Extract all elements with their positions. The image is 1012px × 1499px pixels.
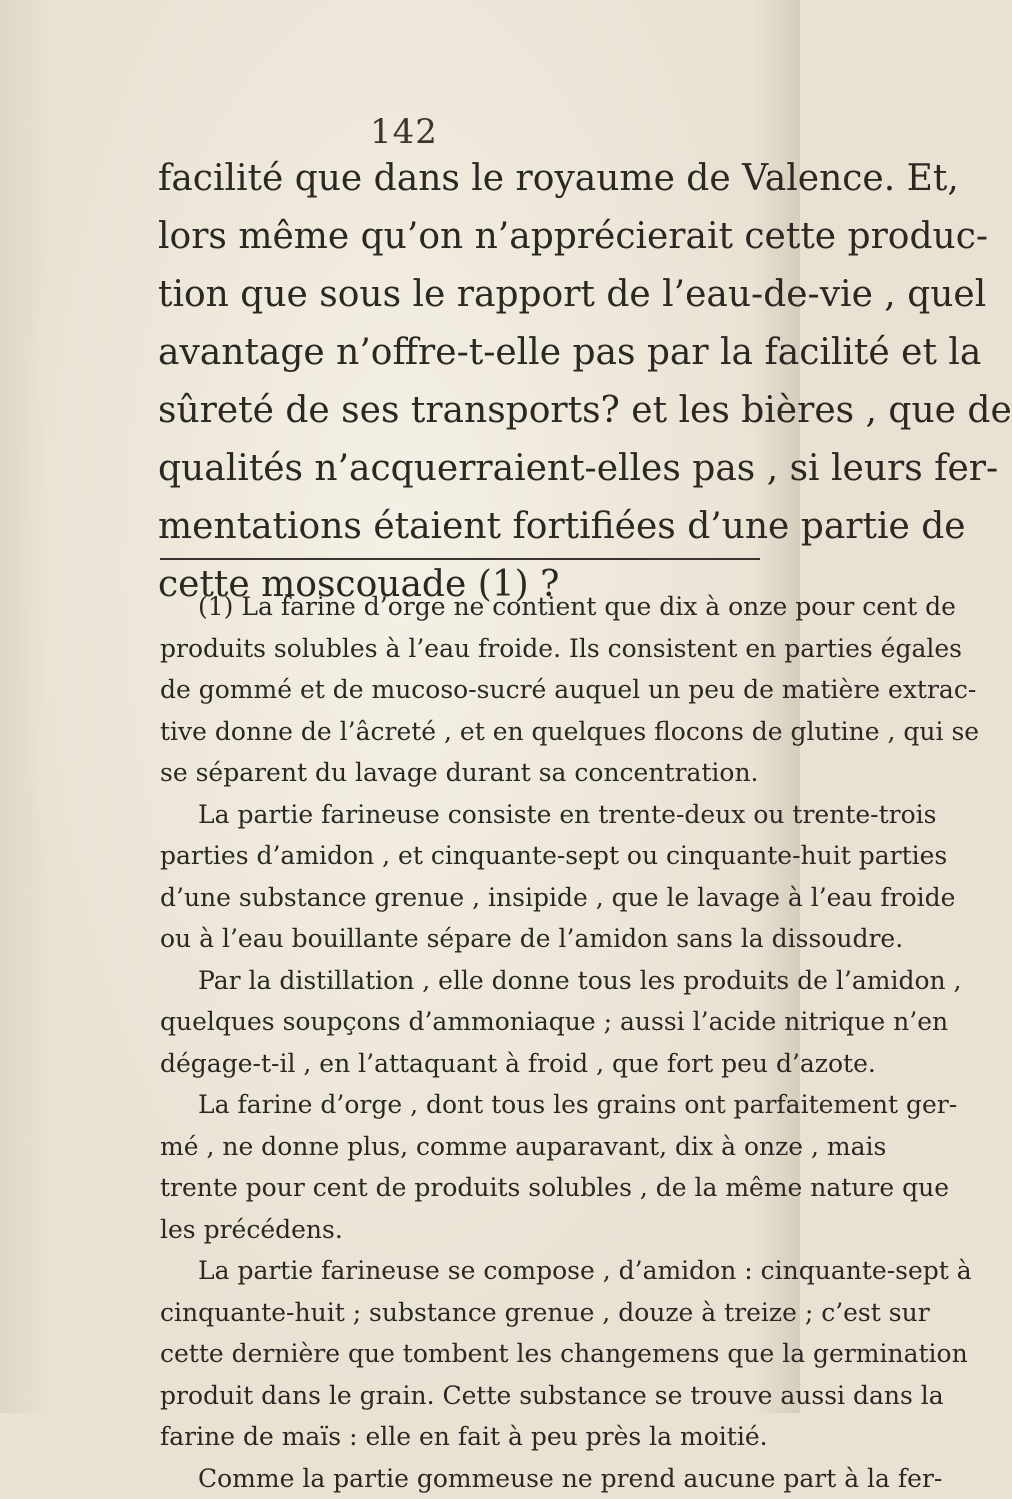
footnote-line: La partie farineuse se compose , d’amidon : cinquante-sept à	[160, 1250, 760, 1292]
footnote-line: ou à l’eau bouillante sépare de l’amidon sans la dissoudre.	[160, 918, 760, 960]
footnote-line: cette dernière que tombent les changemens que la germination	[160, 1333, 760, 1375]
footnote-line: quelques soupçons d’ammoniaque ; aussi l’acide nitrique n’en	[160, 1001, 760, 1043]
footnote-line: (1) La farine d’orge ne contient que dix à onze pour cent de	[160, 586, 760, 628]
footnote-line: mé , ne donne plus, comme auparavant, dix à onze , mais	[160, 1126, 760, 1168]
footnote-line: produits solubles à l’eau froide. Ils consistent en parties égales	[160, 628, 760, 670]
footnote-divider	[160, 558, 760, 560]
footnote-line: se séparent du lavage durant sa concentration.	[160, 752, 760, 794]
footnote-line: cinquante-huit ; substance grenue , douze à treize ; c’est sur	[160, 1292, 760, 1334]
main-line: lors même qu’on n’apprécierait cette produc-	[158, 208, 758, 266]
footnote-line: d’une substance grenue , insipide , que le lavage à l’eau froide	[160, 877, 760, 919]
footnote-line: dégage-t-il , en l’attaquant à froid , que fort peu d’azote.	[160, 1043, 760, 1085]
main-line: qualités n’acquerraient-elles pas , si leurs fer-	[158, 440, 758, 498]
main-line: sûreté de ses transports? et les bières , que de	[158, 382, 758, 440]
footnote-line: parties d’amidon , et cinquante-sept ou cinquante-huit parties	[160, 835, 760, 877]
footnote-line: La partie farineuse consiste en trente-deux ou trente-trois	[160, 794, 760, 836]
footnote	[160, 586, 760, 1499]
main-line: tion que sous le rapport de l’eau-de-vie , quel	[158, 266, 758, 324]
main-line: avantage n’offre-t-elle pas par la facilité et la	[158, 324, 758, 382]
footnote-line: La farine d’orge , dont tous les grains ont parfaitement ger-	[160, 1084, 760, 1126]
footnote-line: farine de maïs : elle en fait à peu près la moitié.	[160, 1416, 760, 1458]
page-number: 142	[370, 112, 430, 152]
footnote-line: Par la distillation , elle donne tous les produits de l’amidon ,	[160, 960, 760, 1002]
main-line: cette moscouade (1) ?	[158, 556, 758, 614]
footnote-line: Comme la partie gommeuse ne prend aucune part à la fer-	[160, 1458, 760, 1499]
footnote-line: trente pour cent de produits solubles , de la même nature que	[160, 1167, 760, 1209]
main-paragraph	[158, 150, 758, 614]
main-line: facilité que dans le royaume de Valence. Et,	[158, 150, 758, 208]
main-line: mentations étaient fortifiées d’une partie de	[158, 498, 758, 556]
footnote-line: les précédens.	[160, 1209, 760, 1251]
footnote-line: tive donne de l’âcreté , et en quelques flocons de glutine , qui se	[160, 711, 760, 753]
footnote-line: produit dans le grain. Cette substance se trouve aussi dans la	[160, 1375, 760, 1417]
footnote-line: de gommé et de mucoso-sucré auquel un peu de matière extrac-	[160, 669, 760, 711]
